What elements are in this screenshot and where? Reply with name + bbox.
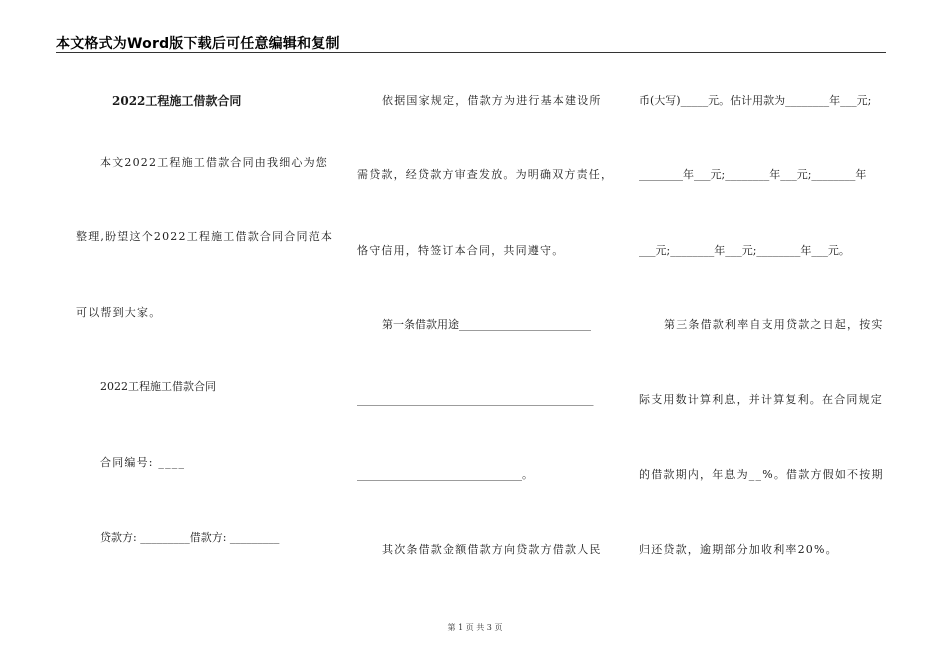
article-1-heading: 第一条借款用途________________________ [382, 318, 591, 331]
paragraph-line: 恪守信用，特签订本合同，共同遵守。 [357, 244, 565, 257]
contract-number-field: 合同编号: ____ [100, 456, 186, 469]
paragraph-line: 币(大写)_____元。估计用款为________年___元; [639, 94, 872, 107]
document-header-title: 本文格式为Word版下载后可任意编辑和复制 [56, 36, 340, 52]
blank-line: ___________________________________________ [357, 393, 594, 406]
paragraph-line: 可以帮到大家。 [76, 306, 162, 319]
paragraph-line: 需贷款，经贷款方审查发放。为明确双方责任， [357, 168, 614, 181]
paragraph-line: 整理,盼望这个2022工程施工借款合同合同范本 [76, 230, 334, 243]
paragraph-line: 际支用数计算利息，并计算复利。在合同规定 [639, 393, 883, 406]
page-number: 第 1 页 共 3 页 [447, 623, 503, 632]
contract-title: 2022工程施工借款合同 [112, 94, 242, 108]
paragraph-line: ________年___元;________年___元;________年 [639, 168, 867, 181]
article-3-heading: 第三条借款利率自支用贷款之日起，按实 [664, 318, 884, 331]
parties-field: 贷款方: _________借款方: _________ [100, 531, 280, 544]
article-2-heading: 其次条借款金额借款方向贷款方借款人民 [382, 543, 602, 556]
paragraph-line: 依据国家规定，借款方为进行基本建设所 [382, 94, 602, 107]
contract-subtitle: 2022工程施工借款合同 [100, 380, 216, 393]
paragraph-line: 归还贷款，逾期部分加收利率20%。 [639, 543, 838, 556]
paragraph-line: 本文2022工程施工借款合同由我细心为您 [100, 156, 328, 169]
paragraph-line: 的借款期内，年息为__%。借款方假如不按期 [639, 468, 884, 481]
blank-line: ______________________________。 [357, 468, 533, 481]
paragraph-line: ___元;________年___元;________年___元。 [639, 244, 850, 257]
header-divider [56, 52, 886, 53]
